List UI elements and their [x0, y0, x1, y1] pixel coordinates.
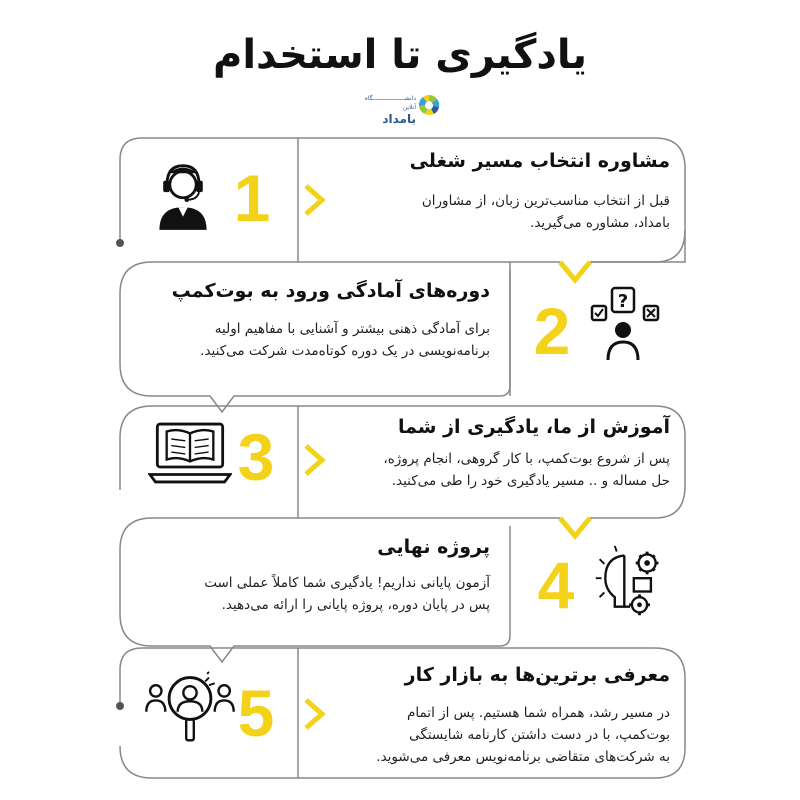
step-3-line: حل مساله و .. مسیر یادگیری خود را طی می‌کنید.: [391, 473, 670, 489]
step-4-line: آزمون پایانی نداریم! یادگیری شما کاملاً عملی است: [204, 575, 490, 591]
chevron-right-icon: [300, 440, 330, 480]
step-1-line: بامداد، مشاوره می‌گیرید.: [530, 215, 670, 231]
step-4-description: [120, 572, 490, 616]
step-1-line: قبل از انتخاب مناسب‌ترین زبان، از مشاوران: [421, 193, 670, 209]
decision-person-icon: [588, 284, 668, 364]
chevron-right-icon: [300, 180, 330, 220]
step-2-line: برای آمادگی ذهنی بیشتر و آشنایی با مفاهیم اولیه: [214, 321, 490, 337]
step-1-title: مشاوره انتخاب مسیر شغلی: [409, 150, 670, 172]
step-3-number: 3: [237, 420, 275, 494]
chevron-right-icon: [300, 694, 330, 734]
headset-consultant-icon: [150, 156, 216, 232]
talent-search-icon: [142, 670, 238, 746]
step-4-line: پس در پایان دوره، پروژه پایانی را ارائه می‌دهید.: [221, 597, 490, 613]
step-5-line: در مسیر رشد، همراه شما هستیم. پس از اتمام: [407, 705, 670, 721]
page-title: یادگیری تا استخدام: [213, 32, 587, 78]
step-5-number: 5: [237, 676, 275, 750]
step-5-title: معرفی برترین‌ها به بازار کار: [404, 664, 670, 686]
brand-logo: [364, 92, 440, 128]
step-1-description: [330, 190, 670, 234]
step-2-description: [120, 318, 490, 362]
step-2-line: برنامه‌نویسی در یک دوره کوتاه‌مدت شرکت می‌کنید.: [200, 343, 490, 359]
step-4-title: پروژه نهایی: [377, 536, 490, 558]
step-3-description: [330, 448, 670, 492]
step-5-description: [330, 702, 670, 768]
logo-sunburst-icon: [418, 94, 440, 116]
logo-subtitle: دانشــــــــــــــــــگاه آنلاین: [364, 95, 416, 111]
step-3-line: پس از شروع بوت‌کمپ، با کار گروهی، انجام پروژه،: [383, 451, 670, 467]
step-5-line: بوت‌کمپ، با در دست داشتن کارنامه شایستگی: [409, 727, 670, 743]
step-1-number: 1: [233, 161, 271, 235]
step-4-number: 4: [537, 548, 575, 622]
step-3-title: آموزش از ما، یادگیری از شما: [397, 416, 670, 438]
step-2-number: 2: [533, 294, 571, 368]
idea-gears-icon: [592, 544, 668, 620]
step-2-title: دوره‌های آمادگی ورود به بوت‌کمپ: [171, 280, 490, 302]
logo-name: بامداد: [382, 112, 416, 126]
step-5-line: به شرکت‌های متقاضی برنامه‌نویس معرفی می‌شوید.: [376, 749, 670, 765]
laptop-book-icon: [148, 420, 232, 486]
svg-text:?: ?: [617, 291, 629, 312]
